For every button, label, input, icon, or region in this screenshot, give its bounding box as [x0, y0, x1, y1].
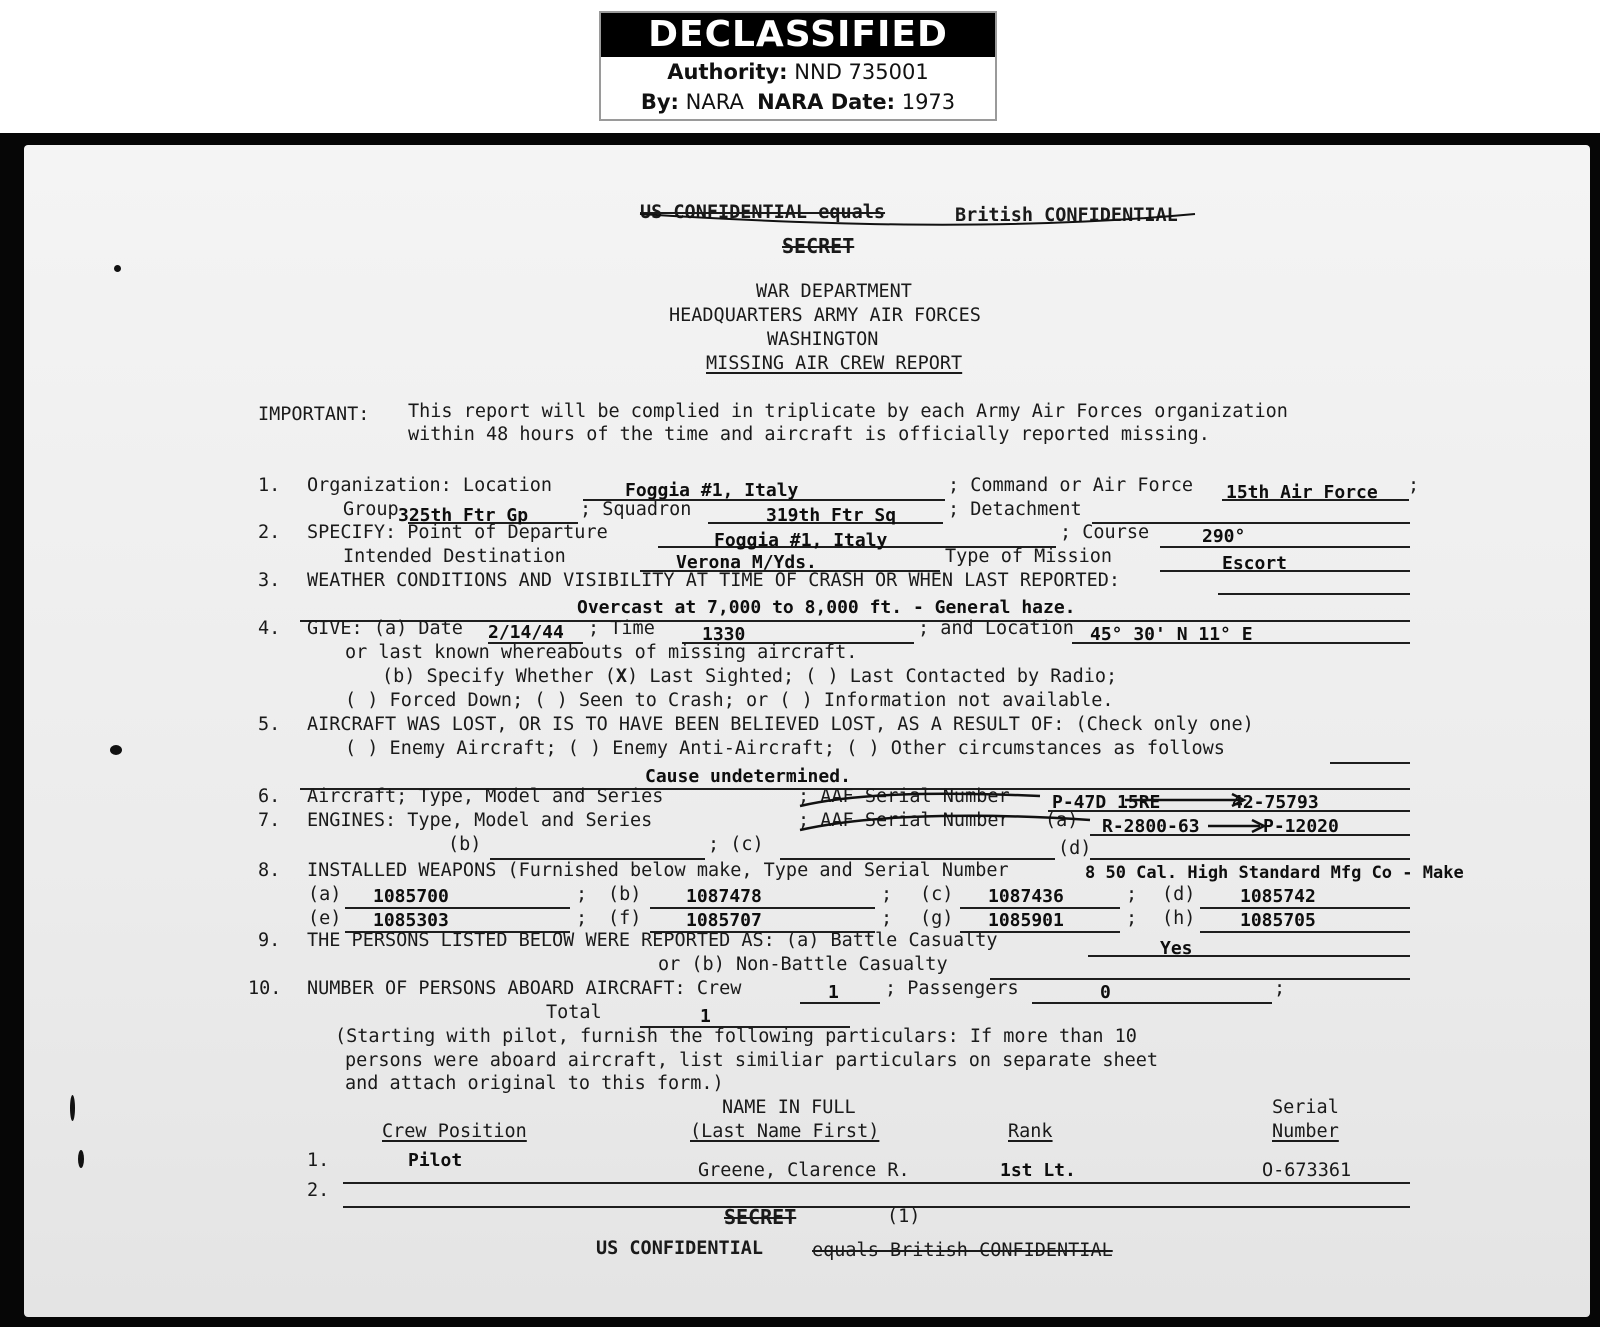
weapon-label: (g)	[920, 908, 954, 929]
instructions-line-2: persons were aboard aircraft, list similiar particulars on separate sheet	[345, 1050, 1159, 1071]
weapon-label: (c)	[920, 884, 954, 905]
rank-heading: Rank	[1008, 1121, 1053, 1142]
weather-value: Overcast at 7,000 to 8,000 ft. - General haze.	[577, 597, 1076, 618]
command-label: ; Command or Air Force	[948, 475, 1194, 496]
item-number: 2.	[258, 522, 281, 543]
mission-type-label: Type of Mission	[945, 546, 1113, 567]
item-number: 1.	[258, 475, 281, 496]
item-number: 5.	[258, 714, 281, 735]
weapon-line	[960, 907, 1120, 909]
squadron-label: ; Squadron	[580, 499, 692, 520]
weapon-serial: 1085742	[1240, 886, 1316, 907]
item-number: 3.	[258, 570, 281, 591]
instructions-line-1: (Starting with pilot, furnish the following particulars: If more than 10	[335, 1026, 1137, 1047]
weapon-serial: 1085707	[686, 910, 762, 931]
crew-position: Pilot	[408, 1150, 463, 1171]
semicolon: ;	[1126, 884, 1138, 905]
engine-c-label: ; (c)	[708, 834, 764, 855]
location-value: Foggia #1, Italy	[625, 480, 799, 501]
aircraft-arrow	[800, 794, 1040, 806]
semicolon: ;	[1274, 978, 1286, 999]
semicolon: ;	[881, 884, 893, 905]
speck	[78, 1150, 84, 1168]
row-line	[343, 1206, 1410, 1208]
important-line-2: within 48 hours of the time and aircraft is officially reported missing.	[408, 424, 1210, 445]
weapon-line	[1200, 931, 1410, 933]
date-value: 2/14/44	[488, 622, 564, 643]
weapon-label: (f)	[608, 908, 642, 929]
passengers-value: 0	[1100, 982, 1111, 1003]
us-confidential-struck: US CONFIDENTIAL equals	[640, 202, 886, 223]
departure-value: Foggia #1, Italy	[714, 530, 888, 551]
stamp-authority: Authority: NND 735001	[667, 60, 929, 84]
aircraft-serial-label: ; AAF Serial Number	[798, 786, 1010, 807]
semicolon: ;	[576, 908, 588, 929]
item-number: 8.	[258, 860, 281, 881]
crew-line	[800, 1002, 880, 1004]
time-value: 1330	[702, 624, 746, 645]
total-label: Total	[546, 1002, 602, 1023]
passengers-label: ; Passengers	[885, 978, 1019, 999]
speck	[110, 745, 122, 755]
aircraft-serial-value: 42-75793	[1232, 792, 1319, 813]
destination-label: Intended Destination	[343, 546, 566, 567]
stamp-title: DECLASSIFIED	[601, 13, 995, 57]
name-heading: (Last Name First)	[690, 1121, 880, 1142]
weapons-make-value: 8 50 Cal. High Standard Mfg Co - Make	[1085, 863, 1464, 883]
cause-label: AIRCRAFT WAS LOST, OR IS TO HAVE BEEN BELIEVED LOST, AS A RESULT OF: (Check only one)	[307, 714, 1254, 735]
weapon-serial: 1087436	[988, 886, 1064, 907]
semicolon: ;	[1408, 475, 1420, 496]
specify-whether-text: (b) Specify Whether (X) Last Sighted; ( ) Last Contacted by Radio;	[382, 666, 1118, 687]
crew-position-heading: Crew Position	[382, 1121, 527, 1142]
engine-value: R-2800-63	[1102, 816, 1200, 837]
washington: WASHINGTON	[767, 329, 879, 350]
crew-value: 1	[828, 982, 839, 1003]
item-number: 10.	[248, 978, 282, 999]
engine-arrow	[800, 816, 1090, 830]
coords-value: 45° 30' N 11° E	[1090, 624, 1253, 645]
weapon-line	[650, 907, 875, 909]
weapon-label: (h)	[1162, 908, 1196, 929]
weapons-label: INSTALLED WEAPONS (Furnished below make, Type and Serial Number	[307, 860, 1009, 881]
battle-casualty-label: THE PERSONS LISTED BELOW WERE REPORTED AS: (a) Battle Casualty	[307, 930, 998, 951]
location-label-4: ; and Location	[918, 618, 1074, 639]
cause-options: ( ) Enemy Aircraft; ( ) Enemy Anti-Aircraft; ( ) Other circumstances as follows	[345, 738, 1225, 759]
war-department: WAR DEPARTMENT	[756, 281, 912, 302]
aircraft-label: Aircraft; Type, Model and Series	[307, 786, 664, 807]
item-number: 6.	[258, 786, 281, 807]
weapon-line	[345, 907, 570, 909]
name-in-full-heading: NAME IN FULL	[722, 1097, 856, 1118]
aircraft-value: P-47D 15RE	[1052, 792, 1161, 813]
row-number: 1.	[307, 1150, 330, 1171]
serial-heading-top: Serial	[1272, 1097, 1339, 1118]
persons-aboard-label: NUMBER OF PERSONS ABOARD AIRCRAFT: Crew	[307, 978, 742, 999]
group-label: Group	[343, 499, 399, 520]
secret-struck: SECRET	[782, 234, 855, 258]
date-label: GIVE: (a) Date	[307, 618, 463, 639]
non-battle-label: or (b) Non-Battle Casualty	[658, 954, 948, 975]
hq-army-air-forces: HEADQUARTERS ARMY AIR FORCES	[669, 305, 981, 326]
weapon-serial: 1085700	[373, 886, 449, 907]
semicolon: ;	[881, 908, 893, 929]
important-label: IMPORTANT:	[258, 404, 370, 425]
engines-label: ENGINES: Type, Model and Series	[307, 810, 653, 831]
cause-value: Cause undetermined.	[645, 766, 851, 787]
instructions-line-3: and attach original to this form.)	[345, 1073, 724, 1094]
squadron-value: 319th Ftr Sq	[766, 505, 897, 526]
row-number: 2.	[307, 1180, 330, 1201]
mission-type-value: Escort	[1222, 553, 1288, 574]
british-confidential: British CONFIDENTIAL	[955, 205, 1178, 226]
stamp-by: By: NARA NARA Date: 1973	[640, 90, 956, 114]
non-battle-line	[990, 978, 1410, 980]
engine-serial-label: ; AAF Serial Number	[798, 810, 1010, 831]
weapon-serial: 1087478	[686, 886, 762, 907]
weapon-label: (e)	[308, 908, 342, 929]
last-known-text: or last known whereabouts of missing aircraft.	[345, 642, 858, 663]
semicolon: ;	[1126, 908, 1138, 929]
semicolon: ;	[576, 884, 588, 905]
weapon-serial: 1085705	[1240, 910, 1316, 931]
total-value: 1	[700, 1006, 711, 1027]
row-line	[343, 1182, 1410, 1184]
battle-casualty-line	[1088, 955, 1410, 957]
detachment-label: ; Detachment	[948, 499, 1082, 520]
report-title: MISSING AIR CREW REPORT	[706, 353, 963, 374]
weapon-line	[1200, 907, 1410, 909]
crew-name: Greene, Clarence R.	[698, 1160, 910, 1181]
forced-down-options: ( ) Forced Down; ( ) Seen to Crash; or ( ) Information not available.	[345, 690, 1114, 711]
engine-b-label: (b)	[448, 834, 482, 855]
destination-value: Verona M/Yds.	[676, 552, 817, 573]
engine-serial-value: P-12020	[1263, 816, 1339, 837]
battle-casualty-value: Yes	[1160, 938, 1193, 959]
page-number: (1)	[887, 1206, 921, 1227]
departure-label: SPECIFY: Point of Departure	[307, 522, 608, 543]
crew-serial: O-673361	[1262, 1160, 1352, 1181]
passengers-line	[1032, 1002, 1272, 1004]
speck	[114, 265, 121, 272]
footer-us-confidential: US CONFIDENTIAL	[596, 1238, 764, 1259]
time-label: ; Time	[588, 618, 655, 639]
footer-secret-struck: SECRET	[724, 1205, 797, 1229]
course-value: 290°	[1202, 526, 1246, 547]
weapon-serial: 1085901	[988, 910, 1064, 931]
weapon-label: (a)	[308, 884, 342, 905]
weapon-serial: 1085303	[373, 910, 449, 931]
item-number: 7.	[258, 810, 281, 831]
organization-label: Organization: Location	[307, 475, 553, 496]
serial-number-heading: Number	[1272, 1121, 1339, 1142]
weapon-label: (b)	[608, 884, 642, 905]
item-number: 4.	[258, 618, 281, 639]
engine-a-label: (a)	[1045, 810, 1079, 831]
footer-equals-british: equals British CONFIDENTIAL	[812, 1240, 1113, 1261]
header-strike-curve	[640, 214, 1195, 225]
item-number: 9.	[258, 930, 281, 951]
speck	[70, 1095, 75, 1121]
last-sighted-check-mark: X	[615, 666, 628, 687]
command-value: 15th Air Force	[1226, 482, 1378, 503]
weather-label: WEATHER CONDITIONS AND VISIBILITY AT TIME OF CRASH OR WHEN LAST REPORTED:	[307, 570, 1121, 591]
engine-d-label: (d)	[1058, 838, 1092, 859]
weapon-label: (d)	[1162, 884, 1196, 905]
important-line-1: This report will be complied in triplicate by each Army Air Forces organization	[408, 401, 1288, 422]
crew-rank: 1st Lt.	[1000, 1160, 1076, 1181]
group-value: 325th Ftr Gp	[398, 505, 529, 526]
course-label: ; Course	[1060, 522, 1150, 543]
